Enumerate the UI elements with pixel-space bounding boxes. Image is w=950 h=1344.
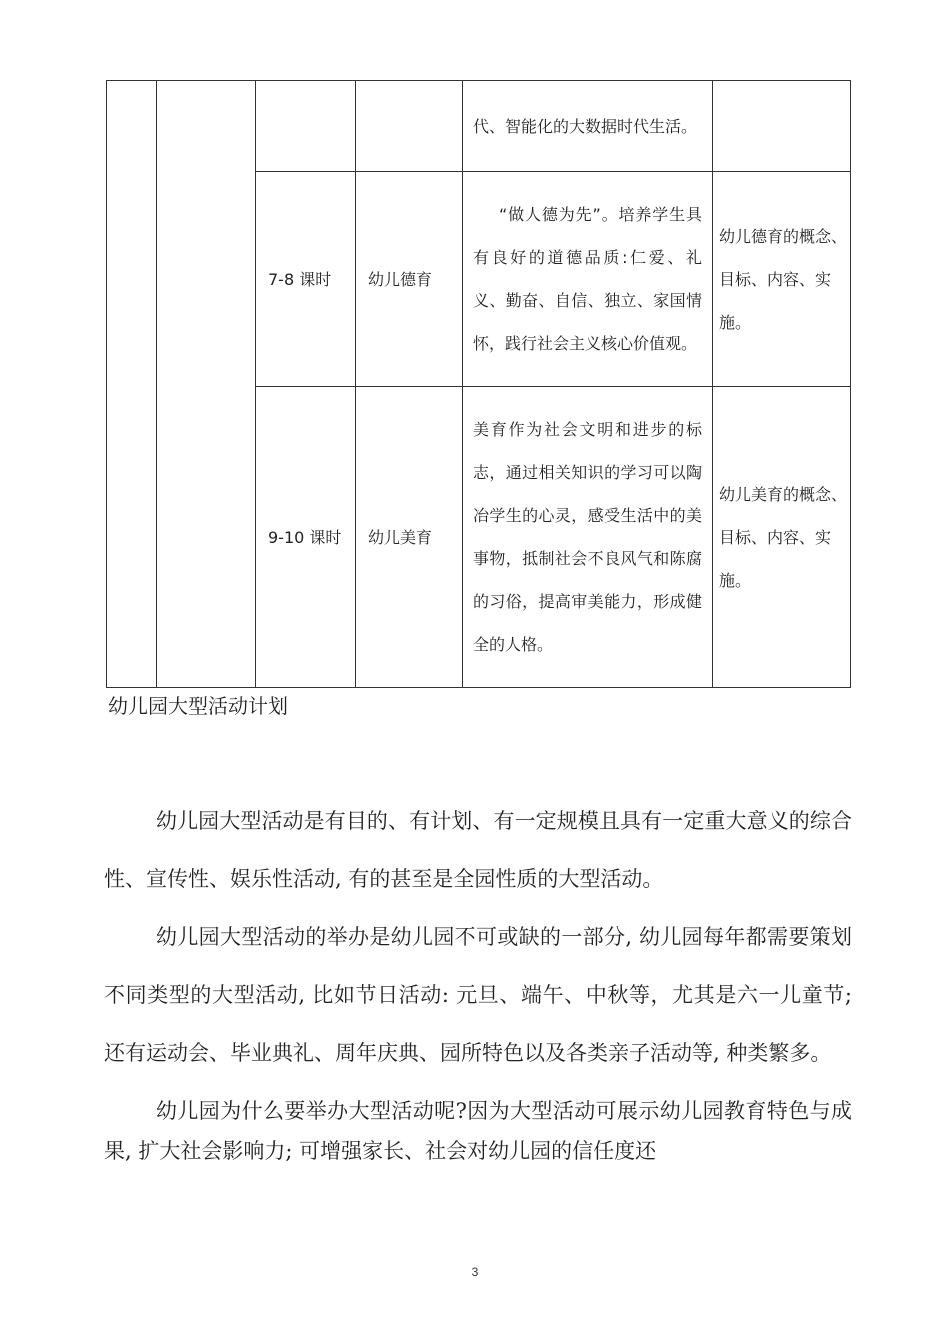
section-title: 幼儿园大型活动计划: [108, 694, 288, 718]
period-cell: 7-8 课时: [256, 172, 356, 387]
period-cell: [256, 81, 356, 172]
content-cell: 幼儿德育的概念、目标、内容、实施。: [713, 172, 851, 387]
paragraph: 幼儿园大型活动是有目的、有计划、有一定规模且具有一定重大意义的综合性、宣传性、娱乐性活动, 有的甚至是全园性质的大型活动。: [104, 809, 852, 891]
content-cell: 幼儿美育的概念、目标、内容、实施。: [713, 387, 851, 688]
table-row: [107, 81, 851, 172]
article-body: [104, 792, 852, 1171]
goal-text: 美育作为社会文明和进步的标志，通过相关知识的学习可以陶冶学生的心灵，感受生活中的美事物，抵制社会不良风气和陈腐的习俗，提高审美能力，形成健全的人格。: [473, 420, 702, 654]
topic-cell: [356, 81, 463, 172]
paragraph: 幼儿园为什么要举办大型活动呢?因为大型活动可展示幼儿园教育特色与成果, 扩大社会影响力; 可增强家长、社会对幼儿园的信任度还: [104, 1099, 852, 1163]
content-cell: [713, 81, 851, 172]
curriculum-table: [106, 80, 851, 688]
blank-cell: [157, 81, 256, 688]
period-cell: 9-10 课时: [256, 387, 356, 688]
goal-cell: [463, 172, 713, 387]
goal-text: “做人德为先”。培养学生具有良好的道德品质:仁爱、礼义、勤奋、自信、独立、家国情怀，践行社会主义核心价值观。: [473, 205, 702, 353]
paragraph: 幼儿园大型活动的举办是幼儿园不可或缺的一部分, 幼儿园每年都需要策划不同类型的大型活动, 比如节日活动: 元旦、端午、中秋等，尤其是六一儿童节; 还有运动会、毕业典礼、周年庆典、园所特色以及各类亲子活动等, 种类繁多。: [104, 925, 852, 1065]
page-number: 3: [471, 1265, 479, 1279]
goal-cell: [463, 81, 713, 172]
topic-cell: 幼儿德育: [356, 172, 463, 387]
goal-cell: [463, 387, 713, 688]
topic-cell: 幼儿美育: [356, 387, 463, 688]
blank-cell: [107, 81, 157, 688]
goal-text: 代、智能化的大数据时代生活。: [473, 116, 698, 136]
